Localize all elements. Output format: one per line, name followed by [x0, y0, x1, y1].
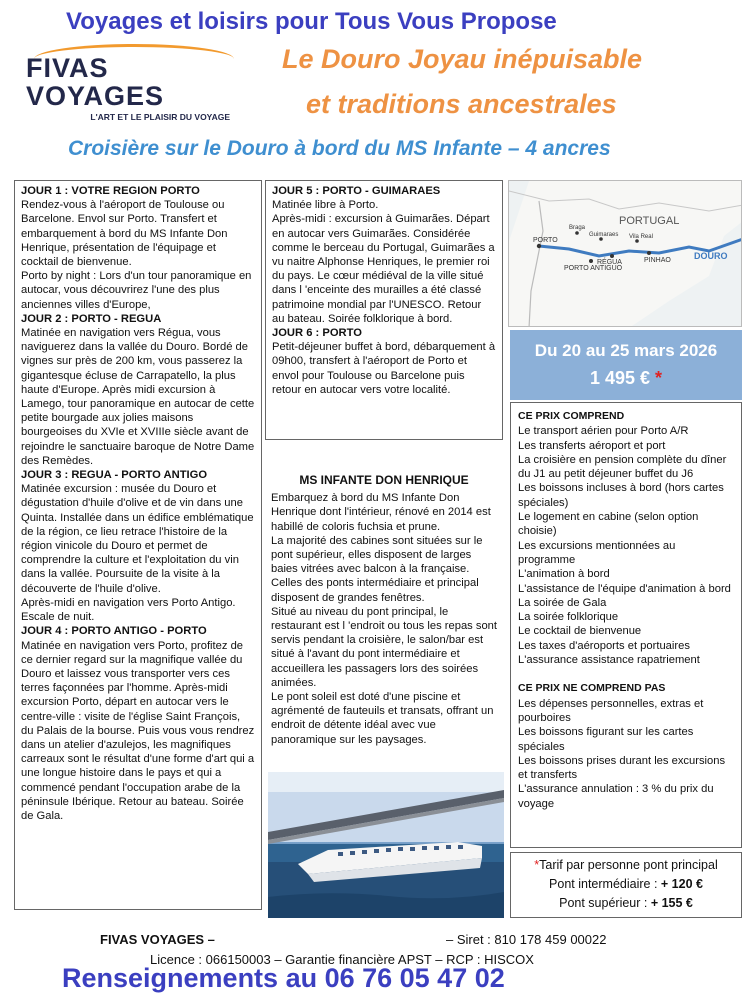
map-place-vila-real: Vila Real — [629, 234, 653, 240]
map-place-porto: PORTO — [533, 237, 558, 244]
map-place-porto-antiguo: PORTO ANTIGUO — [564, 265, 623, 272]
map-place-guimaraes: Guimaraes — [589, 232, 619, 238]
exclude-item: Les boissons figurant sur les cartes spéciales — [518, 726, 694, 753]
price-conditions — [510, 402, 742, 848]
ship-paragraph: Embarquez à bord du MS Infante Don Henrique dont l'intérieur, rénové en 2014 est habillé de coloris fuchsia et prune. — [271, 492, 491, 533]
map-place-braga: Braga — [569, 225, 586, 231]
excludes-title: CE PRIX NE COMPREND PAS — [518, 682, 666, 695]
ship-text — [271, 491, 497, 747]
route-map — [508, 180, 742, 327]
excludes-list — [518, 697, 734, 811]
day-description: Petit-déjeuner buffet à bord, débarquement à 09h00, transfert à l'aéroport de Porto et envol pour Toulouse ou Barcelone puis retour en autocar vers votre localité. — [272, 341, 496, 396]
itinerary-left-column — [14, 180, 262, 910]
company-logo — [26, 53, 242, 122]
include-item: Les excursions mentionnées au programme — [518, 539, 676, 566]
ship-photo — [268, 772, 504, 918]
ship-title: MS INFANTE DON HENRIQUE — [299, 473, 469, 487]
tarif-intermediate-value: + 120 € — [660, 877, 703, 891]
include-item: L'animation à bord — [518, 568, 610, 581]
include-item: Les transferts aéroport et port — [518, 439, 666, 452]
title-line-1: Le Douro Joyau inépuisable — [282, 44, 643, 74]
day-description: Après-midi : excursion à Guimarães. Départ en autocar vers Guimarães. Considérée comme le berceau du Portugal, Guimarães a vu naitre Alphonse Henriques, le premier roi du pays. Le cœur médiéval de la ville situé dans l 'enceinte des murailles a été classé patrimoine mondial par l'UNESCO. Retour au bateau. Soirée folklorique à bord. — [272, 213, 495, 325]
footer-company: FIVAS VOYAGES – — [100, 932, 215, 947]
exclude-item: Les dépenses personnelles, extras et pourboires — [518, 697, 704, 724]
ship-paragraph: Situé au niveau du pont principal, le restaurant est l 'endroit ou tous les repas sont servis pendant la croisière, le salon/bar est situé à l'avant du pont intermédiaire et accueillera les passagers lors des soirées animées. — [271, 605, 498, 689]
price-asterisk: * — [655, 368, 663, 388]
footer-phone: Renseignements au 06 76 05 47 02 — [62, 963, 505, 993]
day-description: Porto by night : Lors d'un tour panoramique en autocar, vous découvrirez l'une des plus anciennes villes d'Europe, — [21, 270, 252, 311]
include-item: Le logement en cabine (selon option choisie) — [518, 511, 699, 538]
tarif-line-main — [511, 856, 741, 875]
includes-title: CE PRIX COMPREND — [518, 410, 625, 422]
logo-name: FIVAS VOYAGES — [26, 53, 165, 111]
day-description: Matinée en navigation vers Régua, vous naviguerez dans la vallée du Douro. Bordé de vignes sur près de 200 km, vous passerez la gigantesque écluse de Carrapatello, la plus haute d'Europe. Après midi excursion à Lamego, tour panoramique en autocar de cette petite bourgade aux jolies maisons bourgeoises du XVIe et XVIIIe siècle avant de rejoindre le sanctuaire baroque de Notre Dame des Remèdes. — [21, 327, 255, 467]
title-line-2: et traditions ancestrales — [306, 89, 617, 119]
day-heading: JOUR 2 : PORTO - REGUA — [21, 312, 162, 325]
tarif-asterisk: * — [534, 858, 540, 872]
tarif-upper-value: + 155 € — [650, 896, 693, 910]
tarif-intermediate-label: Pont intermédiaire : — [549, 877, 661, 891]
ship-paragraph: Le pont soleil est doté d'une piscine et agrémenté de fauteuils et transats, offrant un endroit de détente idéal avec vue panoramique sur les paysages. — [271, 691, 494, 746]
cruise-subtitle: Croisière sur le Douro à bord du MS Infante – 4 ancres — [68, 137, 611, 160]
itinerary-mid-column — [265, 180, 503, 440]
map-country-label: PORTUGAL — [619, 215, 680, 227]
map-river-label: DOURO — [694, 251, 728, 261]
footer-siret: – Siret : 810 178 459 00022 — [446, 932, 607, 947]
travel-dates: Du 20 au 25 mars 2026 — [534, 341, 718, 360]
include-item: La soirée folklorique — [518, 611, 619, 624]
day-description: Matinée en navigation vers Porto, profitez de ce dernier regard sur la magnifique vallée du Douro et laissez vous transporter vers ces terres façonnées par l'homme. Après-midi excursion Porto, départ en autocar vers le centre-ville : visite de l'église Saint François, du Palais de la bourse. Puis vous vous rendrez dans un atelier d'azulejos, les magnifiques carreaux sont le résultat d'une forme d'art qui a une longue histoire dans le pays et qui a commencé pendant l'occupation arabe de la péninsule Ibérique. Retour au bateau. Soirée de Gala. — [21, 639, 255, 822]
tarif-line-intermediate — [511, 875, 741, 894]
day-description: Après-midi en navigation vers Porto Antigo. Escale de nuit. — [21, 596, 236, 624]
includes-list — [518, 424, 734, 667]
price-amount: 1 495 € — [589, 368, 651, 388]
ship-paragraph: La majorité des cabines sont situées sur le pont supérieur, elles disposent de larges baies vitrées avec balcon à la française. Celles des ponts intermédiaire et principal disposent de grandes fenêtres. — [271, 534, 483, 604]
map-place-pinhao: PINHAO — [644, 257, 671, 264]
date-price-box — [510, 330, 742, 400]
day-heading: JOUR 5 : PORTO - GUIMARAES — [272, 185, 441, 197]
day-heading: JOUR 6 : PORTO — [272, 327, 362, 340]
tarif-box — [510, 852, 742, 918]
tarif-line-upper — [511, 894, 741, 913]
day-description: Matinée excursion : musée du Douro et dégustation d'huile d'olive et de vin dans une Quinta. Installée dans un édifice emblématique de la région, ce lieu retrace l'histoire de la région vinicole du Douro et permet de comprendre la culture et l'exploitation du vin dans la vallée. Poursuite de la visite à la découverte de l'huile d'olive. — [21, 483, 254, 595]
footer-company-line — [100, 932, 607, 947]
include-item: La soirée de Gala — [518, 596, 607, 609]
day-heading: JOUR 3 : REGUA - PORTO ANTIGO — [21, 469, 208, 482]
day-heading: JOUR 4 : PORTO ANTIGO - PORTO — [21, 625, 207, 638]
day-heading: JOUR 1 : VOTRE REGION PORTO — [21, 185, 200, 197]
tarif-text: Tarif par personne pont principal — [539, 858, 718, 872]
exclude-item: Les boissons prises durant les excursions et transferts — [518, 754, 726, 782]
day-description: Rendez-vous à l'aéroport de Toulouse ou Barcelone. Envol sur Porto. Transfert et embarquement à bord du MS Infante Don Henrique, présentation de l'équipage et cocktail de bienvenue. — [21, 199, 228, 269]
footer-licence: Licence : 066150003 – Garantie financière APST – RCP : HISCOX — [150, 952, 534, 967]
map-place-regua: RÉGUA — [597, 259, 622, 266]
include-item: Le transport aérien pour Porto A/R — [518, 425, 689, 438]
include-item: Les boissons incluses à bord (hors cartes spéciales) — [518, 482, 724, 509]
price-value — [510, 366, 742, 390]
day-description: Matinée libre à Porto. — [272, 199, 379, 212]
ship-description — [265, 470, 503, 760]
tarif-upper-label: Pont supérieur : — [559, 896, 651, 910]
include-item: L'assistance de l'équipe d'animation à bord — [518, 582, 731, 595]
header-tagline: Voyages et loisirs pour Tous Vous Propose — [66, 8, 557, 35]
logo-tagline: L'ART ET LE PLAISIR DU VOYAGE — [90, 112, 230, 122]
include-item: Le cocktail de bienvenue — [518, 625, 642, 638]
include-item: L'assurance assistance rapatriement — [518, 654, 700, 667]
include-item: La croisière en pension complète du dîner du J1 au petit déjeuner buffet du J6 — [518, 453, 727, 481]
exclude-item: L'assurance annulation : 3 % du prix du voyage — [518, 783, 714, 810]
include-item: Les taxes d'aéroports et portuaires — [518, 639, 690, 652]
